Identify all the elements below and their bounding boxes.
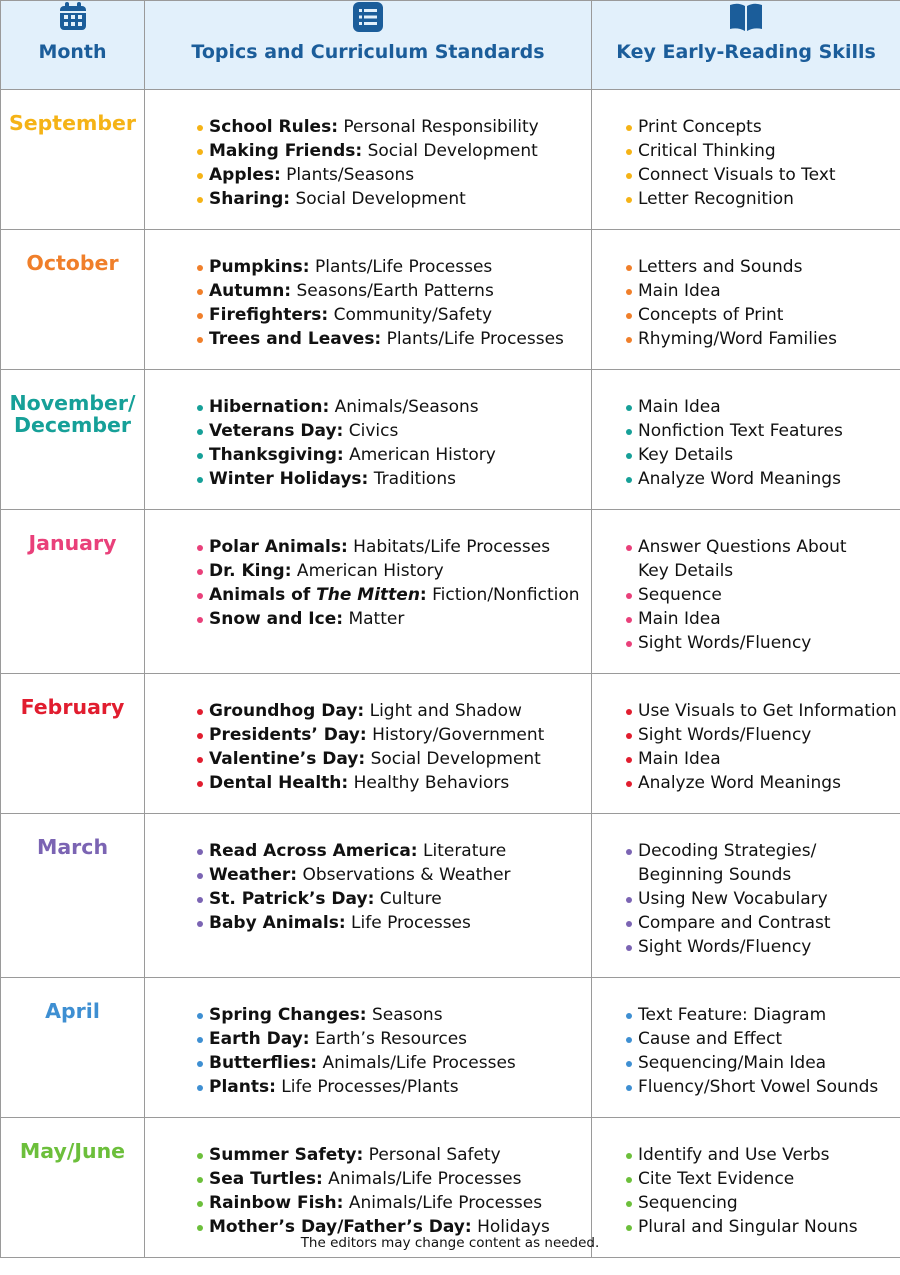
skill-item (626, 771, 900, 795)
bullet-icon (626, 337, 632, 343)
topic-standard: Seasons (366, 1005, 443, 1025)
topic-item (197, 467, 591, 491)
topic-title: Plants: (209, 1077, 276, 1097)
month-name: February (20, 695, 125, 719)
skill-text: Identify and Use Verbs (638, 1145, 830, 1165)
topic-item (197, 303, 591, 327)
skill-item (626, 1051, 900, 1075)
topic-standard: Literature (417, 841, 507, 861)
skill-text: Concepts of Print (638, 305, 784, 325)
topic-title: Read Across America: (209, 841, 418, 861)
month-row (1, 230, 900, 370)
skill-item (626, 419, 900, 443)
topic-standard: Personal Safety (363, 1145, 501, 1165)
topic-standard: Civics (343, 421, 399, 441)
skill-item (626, 187, 900, 211)
header-topics-label: Topics and Curriculum Standards (191, 41, 545, 63)
skill-text: Sequencing/Main Idea (638, 1053, 827, 1073)
skill-item (626, 699, 900, 723)
month-row (1, 814, 900, 978)
bullet-icon (626, 1013, 632, 1019)
skill-item (626, 395, 900, 419)
topic-title: Polar Animals: (209, 537, 348, 557)
month-name-line: November/ (9, 391, 136, 415)
topic-title: Baby Animals: (209, 913, 346, 933)
bullet-icon (197, 593, 203, 599)
skill-text: Cite Text Evidence (638, 1169, 795, 1189)
header-month-label: Month (38, 41, 107, 63)
topic-title: Winter Holidays: (209, 469, 369, 489)
skills-list (592, 370, 900, 509)
bullet-icon (197, 1177, 203, 1183)
skill-item (626, 723, 900, 747)
topic-standard: Social Development (362, 141, 538, 161)
topic-title: Pumpkins: (209, 257, 310, 277)
skill-text: Main Idea (638, 609, 721, 629)
skill-text: Sight Words/Fluency (638, 633, 812, 653)
topic-title: Hibernation: (209, 397, 330, 417)
skills-list (592, 510, 900, 673)
topic-item (197, 163, 591, 187)
bullet-icon (626, 149, 632, 155)
topic-title: Animals of (209, 585, 317, 605)
skill-item (626, 255, 900, 279)
bullet-icon (626, 1225, 632, 1231)
topic-item (197, 443, 591, 467)
topic-title: School Rules: (209, 117, 338, 137)
skill-text: Sequence (638, 585, 722, 605)
bullet-icon (197, 477, 203, 483)
topic-standard: Animals/Seasons (329, 397, 479, 417)
bullet-icon (626, 1201, 632, 1207)
bullet-icon (197, 733, 203, 739)
skill-item (626, 631, 900, 655)
skill-text: Decoding Strategies/ (638, 841, 817, 861)
skills-list (592, 814, 900, 977)
topics-cell (145, 674, 592, 814)
bullet-icon (626, 1153, 632, 1159)
skill-item (626, 935, 900, 959)
bullet-icon (197, 125, 203, 131)
book-icon (728, 1, 764, 33)
skill-item (626, 115, 900, 139)
topic-item (197, 771, 591, 795)
topic-standard: Culture (374, 889, 442, 909)
skill-text: Sight Words/Fluency (638, 725, 812, 745)
skill-item (626, 279, 900, 303)
topic-item (197, 187, 591, 211)
topics-list (145, 90, 591, 229)
bullet-icon (197, 149, 203, 155)
skill-text: Cause and Effect (638, 1029, 783, 1049)
topics-list (145, 370, 591, 509)
topic-item (197, 279, 591, 303)
month-name-line: December (13, 413, 132, 437)
bullet-icon (197, 265, 203, 271)
month-name (1, 392, 144, 436)
bullet-icon (197, 617, 203, 623)
bullet-icon (626, 733, 632, 739)
skill-item (626, 443, 900, 467)
skills-cell (592, 510, 900, 674)
topic-title: Rainbow Fish: (209, 1193, 344, 1213)
skill-item (626, 887, 900, 911)
topic-standard: Life Processes/Plants (275, 1077, 459, 1097)
topics-cell (145, 510, 592, 674)
bullet-icon (626, 709, 632, 715)
skill-text: Rhyming/Word Families (638, 329, 838, 349)
month-name: May/June (19, 1139, 126, 1163)
bullet-icon (626, 545, 632, 551)
month-cell (1, 510, 145, 674)
topic-standard: Seasons/Earth Patterns (291, 281, 494, 301)
topics-cell (145, 90, 592, 230)
skill-text: Plural and Singular Nouns (638, 1217, 858, 1237)
topic-title: Autumn: (209, 281, 292, 301)
bullet-icon (197, 197, 203, 203)
topic-item (197, 327, 591, 351)
bullet-icon (626, 125, 632, 131)
topics-list (145, 978, 591, 1117)
topic-title: Spring Changes: (209, 1005, 367, 1025)
bullet-icon (197, 757, 203, 763)
month-name: March (36, 835, 109, 859)
topic-item (197, 1191, 591, 1215)
skill-text: Analyze Word Meanings (638, 773, 841, 793)
topic-standard: Life Processes (345, 913, 471, 933)
skills-list (592, 90, 900, 229)
skill-text: Sight Words/Fluency (638, 937, 812, 957)
bullet-icon (626, 1037, 632, 1043)
skill-item (626, 1075, 900, 1099)
topics-list (145, 510, 591, 649)
topic-item (197, 1167, 591, 1191)
bullet-icon (197, 781, 203, 787)
skills-list (592, 230, 900, 369)
bullet-icon (197, 1037, 203, 1043)
topic-item (197, 115, 591, 139)
topic-item (197, 583, 591, 607)
skill-item (626, 1027, 900, 1051)
topic-item (197, 747, 591, 771)
bullet-icon (626, 849, 632, 855)
skills-cell (592, 90, 900, 230)
bullet-icon (626, 313, 632, 319)
topic-item (197, 1075, 591, 1099)
bullet-icon (626, 897, 632, 903)
month-row (1, 674, 900, 814)
topic-standard: Matter (343, 609, 405, 629)
skill-text: Key Details (638, 561, 734, 581)
topic-title: Thanksgiving: (209, 445, 344, 465)
skill-item (626, 863, 900, 887)
header-month-cell (1, 1, 145, 90)
topic-title: Valentine’s Day: (209, 749, 366, 769)
topics-cell (145, 370, 592, 510)
topics-list (145, 814, 591, 953)
bullet-icon (197, 289, 203, 295)
bullet-icon (626, 197, 632, 203)
topics-list (145, 674, 591, 813)
month-cell (1, 674, 145, 814)
bullet-icon (626, 429, 632, 435)
topic-standard: Plants/Seasons (280, 165, 415, 185)
topic-standard: Habitats/Life Processes (347, 537, 551, 557)
skill-item (626, 327, 900, 351)
topic-item (197, 419, 591, 443)
topic-standard: Personal Responsibility (338, 117, 539, 137)
skill-text: Main Idea (638, 281, 721, 301)
bullet-icon (626, 921, 632, 927)
bullet-icon (197, 1153, 203, 1159)
bullet-icon (197, 429, 203, 435)
topic-item (197, 699, 591, 723)
topic-standard: Observations & Weather (297, 865, 511, 885)
topic-item (197, 255, 591, 279)
skill-text: Main Idea (638, 397, 721, 417)
skill-item (626, 535, 900, 559)
topic-item (197, 1027, 591, 1051)
topic-standard: Social Development (290, 189, 466, 209)
skill-item (626, 467, 900, 491)
bullet-icon (626, 1177, 632, 1183)
topic-standard: Holidays (471, 1217, 550, 1237)
skill-text: Use Visuals to Get Information (638, 701, 897, 721)
skill-text: Sequencing (638, 1193, 738, 1213)
topic-item (197, 863, 591, 887)
topic-title: Presidents’ Day: (209, 725, 367, 745)
topic-item (197, 559, 591, 583)
topic-title: St. Patrick’s Day: (209, 889, 375, 909)
bullet-icon (626, 453, 632, 459)
topic-standard: Healthy Behaviors (348, 773, 510, 793)
topic-item (197, 1003, 591, 1027)
bullet-icon (626, 289, 632, 295)
bullet-icon (197, 1201, 203, 1207)
bullet-icon (197, 313, 203, 319)
topic-standard: Fiction/Nonfiction (426, 585, 580, 605)
bullet-icon (197, 405, 203, 411)
bullet-icon (197, 849, 203, 855)
bullet-icon (197, 545, 203, 551)
topic-item (197, 535, 591, 559)
month-cell (1, 230, 145, 370)
bullet-icon (197, 1061, 203, 1067)
bullet-icon (197, 1013, 203, 1019)
skill-text: Letters and Sounds (638, 257, 803, 277)
topic-standard: Animals/Life Processes (322, 1169, 522, 1189)
topic-standard: Plants/Life Processes (309, 257, 493, 277)
skill-item (626, 139, 900, 163)
topic-title: Dental Health: (209, 773, 349, 793)
list-icon (352, 1, 384, 33)
skill-item (626, 839, 900, 863)
topic-item (197, 839, 591, 863)
topic-standard: American History (291, 561, 444, 581)
bullet-icon (626, 781, 632, 787)
skill-item (626, 163, 900, 187)
topic-item (197, 607, 591, 631)
topic-standard: Light and Shadow (364, 701, 522, 721)
skill-text: Compare and Contrast (638, 913, 831, 933)
topics-cell (145, 978, 592, 1118)
skill-text: Key Details (638, 445, 734, 465)
skill-item (626, 303, 900, 327)
skill-item (626, 747, 900, 771)
skill-text: Main Idea (638, 749, 721, 769)
skills-cell (592, 370, 900, 510)
topic-title: Groundhog Day: (209, 701, 365, 721)
header-skills-label: Key Early-Reading Skills (616, 41, 876, 63)
bullet-icon (197, 453, 203, 459)
bullet-icon (197, 1225, 203, 1231)
skills-list (592, 674, 900, 813)
header-topics-cell (145, 1, 592, 90)
bullet-icon (626, 1061, 632, 1067)
topics-cell (145, 230, 592, 370)
skills-cell (592, 814, 900, 978)
skill-text: Connect Visuals to Text (638, 165, 836, 185)
bullet-icon (197, 873, 203, 879)
month-name: April (45, 999, 100, 1023)
month-cell (1, 978, 145, 1118)
skill-item (626, 607, 900, 631)
topic-item (197, 1143, 591, 1167)
month-cell (1, 90, 145, 230)
topic-item (197, 1051, 591, 1075)
topic-title: Earth Day: (209, 1029, 310, 1049)
topic-standard: American History (343, 445, 496, 465)
skills-cell (592, 674, 900, 814)
skill-text: Beginning Sounds (638, 865, 792, 885)
bullet-icon (626, 641, 632, 647)
bullet-icon (197, 1085, 203, 1091)
topic-title-colon: : (419, 585, 427, 605)
bullet-icon (626, 1085, 632, 1091)
month-name: January (28, 531, 117, 555)
month-name: October (26, 251, 119, 275)
skills-cell (592, 978, 900, 1118)
skill-item (626, 559, 900, 583)
bullet-icon (626, 477, 632, 483)
topic-standard: Earth’s Resources (309, 1029, 468, 1049)
topic-item (197, 723, 591, 747)
topic-item (197, 911, 591, 935)
skill-text: Fluency/Short Vowel Sounds (638, 1077, 879, 1097)
topic-title: Butterflies: (209, 1053, 318, 1073)
skill-text: Analyze Word Meanings (638, 469, 841, 489)
month-cell (1, 370, 145, 510)
topic-title: Mother’s Day/Father’s Day: (209, 1217, 472, 1237)
topic-standard: Traditions (368, 469, 456, 489)
skill-text: Answer Questions About (638, 537, 847, 557)
topic-title: Firefighters: (209, 305, 329, 325)
topics-cell (145, 814, 592, 978)
topic-standard: Animals/Life Processes (317, 1053, 516, 1073)
month-row (1, 978, 900, 1118)
skill-text: Letter Recognition (638, 189, 794, 209)
skill-item (626, 1003, 900, 1027)
bullet-icon (197, 897, 203, 903)
topic-title: Sea Turtles: (209, 1169, 323, 1189)
month-name: September (8, 111, 137, 135)
topic-item (197, 887, 591, 911)
topic-title: Dr. King: (209, 561, 292, 581)
footer-note: The editors may change content as needed. (300, 1235, 600, 1251)
calendar-icon (57, 1, 89, 33)
skills-cell (592, 230, 900, 370)
topic-title: Weather: (209, 865, 298, 885)
skills-list (592, 978, 900, 1117)
topic-standard: Community/Safety (328, 305, 493, 325)
month-cell (1, 814, 145, 978)
topic-title: Trees and Leaves: (209, 329, 382, 349)
topic-title: Summer Safety: (209, 1145, 364, 1165)
skill-text: Nonfiction Text Features (638, 421, 843, 441)
topic-standard: Animals/Life Processes (343, 1193, 543, 1213)
month-row (1, 90, 900, 230)
skill-item (626, 1167, 900, 1191)
bullet-icon (626, 945, 632, 951)
bullet-icon (197, 337, 203, 343)
bullet-icon (626, 617, 632, 623)
bullet-icon (626, 173, 632, 179)
topic-title: Veterans Day: (209, 421, 344, 441)
bullet-icon (626, 593, 632, 599)
bullet-icon (197, 569, 203, 575)
bullet-icon (197, 921, 203, 927)
skill-text: Text Feature: Diagram (638, 1005, 827, 1025)
skill-item (626, 583, 900, 607)
skill-text: Using New Vocabulary (638, 889, 828, 909)
skill-item (626, 1191, 900, 1215)
skill-text: Print Concepts (638, 117, 762, 137)
topic-title: Making Friends: (209, 141, 363, 161)
skill-item (626, 911, 900, 935)
bullet-icon (626, 265, 632, 271)
topics-list (145, 230, 591, 369)
bullet-icon (626, 405, 632, 411)
topic-title: Apples: (209, 165, 281, 185)
topic-standard: Social Development (365, 749, 541, 769)
bullet-icon (197, 709, 203, 715)
topic-title: Snow and Ice: (209, 609, 344, 629)
topic-standard: Plants/Life Processes (381, 329, 564, 349)
skill-text: Critical Thinking (638, 141, 776, 161)
topic-item (197, 139, 591, 163)
skill-item (626, 1143, 900, 1167)
month-row (1, 370, 900, 510)
topic-standard: History/Government (366, 725, 545, 745)
topic-title-italic: The Mitten (316, 585, 420, 605)
bullet-icon (626, 757, 632, 763)
header-row (1, 1, 900, 90)
bullet-icon (197, 173, 203, 179)
topic-title: Sharing: (209, 189, 291, 209)
topic-item (197, 395, 591, 419)
month-row (1, 510, 900, 674)
header-skills-cell (592, 1, 900, 90)
